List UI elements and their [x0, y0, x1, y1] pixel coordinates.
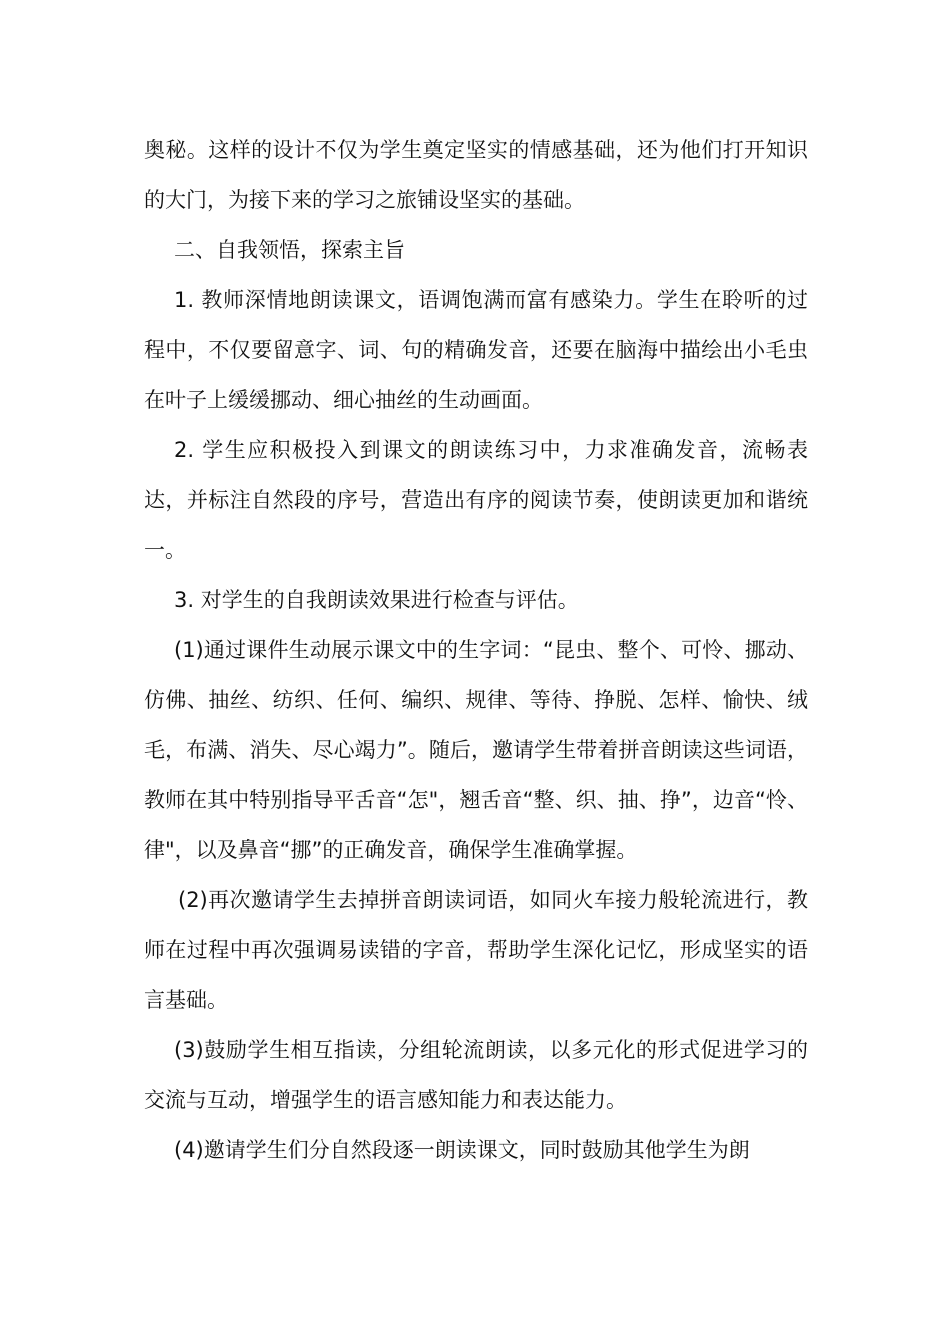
- paragraph-step-2: 2. 学生应积极投入到课文的朗读练习中，力求准确发音，流畅表达，并标注自然段的序号，营造出有序的阅读节奏，使朗读更加和谐统一。: [144, 438, 808, 562]
- paragraph-continuation: 奥秘。这样的设计不仅为学生奠定坚实的情感基础，还为他们打开知识的大门，为接下来的学习之旅铺设坚实的基础。: [144, 138, 808, 212]
- document-body: [144, 125, 808, 1175]
- paragraph-substep-3: (3)鼓励学生相互指读，分组轮流朗读，以多元化的形式促进学习的交流与互动，增强学生的语言感知能力和表达能力。: [144, 1038, 808, 1112]
- paragraph-substep-1: (1)通过课件生动展示课文中的生字词：“昆虫、整个、可怜、挪动、仿佛、抽丝、纺织、任何、编织、规律、等待、挣脱、怎样、愉快、绒毛，布满、消失、尽心竭力”。随后，邀请学生带着拼音朗读这些词语，教师在其中特别指导平舌音“怎"，翘舌音“整、织、抽、挣”，边音“怜、律"，以及鼻音“挪”的正确发音，确保学生准确掌握。: [144, 638, 808, 862]
- paragraph-substep-2: (2)再次邀请学生去掉拼音朗读词语，如同火车接力般轮流进行，教师在过程中再次强调易读错的字音，帮助学生深化记忆，形成坚实的语言基础。: [144, 888, 808, 1012]
- paragraph-step-3: 3. 对学生的自我朗读效果进行检查与评估。: [174, 588, 579, 612]
- paragraph-step-1: 1. 教师深情地朗读课文，语调饱满而富有感染力。学生在聆听的过程中，不仅要留意字、词、句的精确发音，还要在脑海中描绘出小毛虫在叶子上缓缓挪动、细心抽丝的生动画面。: [144, 288, 808, 412]
- paragraph-substep-4: (4)邀请学生们分自然段逐一朗读课文，同时鼓励其他学生为朗: [174, 1138, 750, 1162]
- section-heading: 二、自我领悟，探索主旨: [174, 238, 405, 262]
